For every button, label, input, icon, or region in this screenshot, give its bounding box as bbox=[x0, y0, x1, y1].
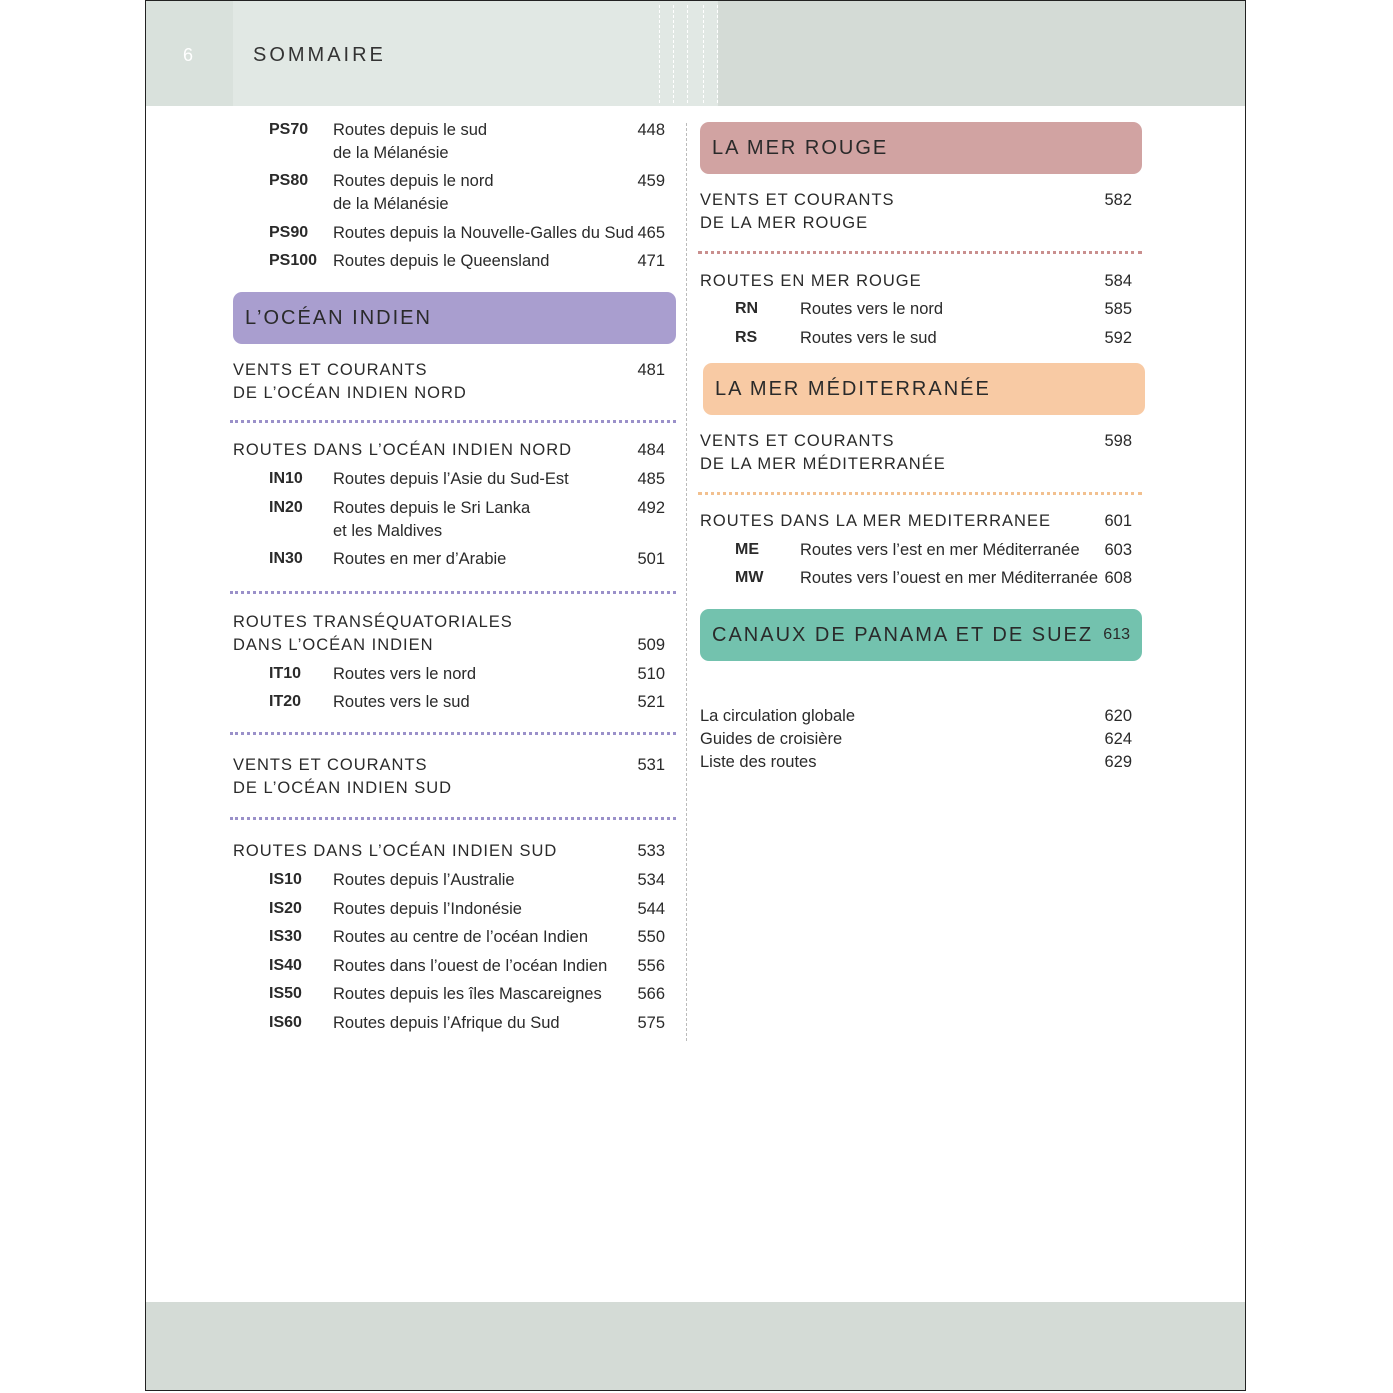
page-ref: 521 bbox=[637, 693, 665, 711]
dotted-divider bbox=[698, 251, 1142, 254]
route-code: IS50 bbox=[269, 985, 302, 1002]
route-title[interactable]: Routes depuis le sud bbox=[333, 121, 488, 139]
section-heading-cont: DE L’OCÉAN INDIEN NORD bbox=[233, 384, 467, 402]
dotted-divider bbox=[698, 492, 1142, 495]
page-ref: 481 bbox=[637, 361, 665, 379]
section-heading-cont: DE LA MER ROUGE bbox=[700, 214, 869, 232]
route-title[interactable]: Routes dans l’ouest de l’océan Indien bbox=[333, 957, 608, 975]
page-ref: 603 bbox=[1104, 541, 1132, 559]
page-ref: 510 bbox=[637, 665, 665, 683]
route-code: IS40 bbox=[269, 957, 302, 974]
route-code: ME bbox=[735, 541, 759, 558]
page-ref: 448 bbox=[637, 121, 665, 139]
route-title[interactable]: Routes depuis l’Afrique du Sud bbox=[333, 1014, 560, 1032]
dotted-divider bbox=[230, 591, 676, 594]
section-heading[interactable]: ROUTES DANS LA MER MEDITERRANEE bbox=[700, 512, 1051, 530]
route-code: IT20 bbox=[269, 693, 302, 710]
route-title[interactable]: Routes en mer d’Arabie bbox=[333, 550, 507, 568]
section-heading[interactable]: ROUTES DANS L’OCÉAN INDIEN SUD bbox=[233, 842, 558, 860]
route-code: IS10 bbox=[269, 871, 302, 888]
page-ref: 601 bbox=[1104, 512, 1132, 530]
section-heading[interactable]: ROUTES DANS L’OCÉAN INDIEN NORD bbox=[233, 441, 573, 459]
route-title[interactable]: Routes depuis le nord bbox=[333, 172, 494, 190]
section-heading-cont: DANS L’OCÉAN INDIEN bbox=[233, 636, 434, 654]
route-code: PS80 bbox=[269, 172, 309, 189]
route-title[interactable]: Routes depuis les îles Mascareignes bbox=[333, 985, 602, 1003]
appendix-item[interactable]: Liste des routes bbox=[700, 753, 817, 771]
route-code: IT10 bbox=[269, 665, 302, 682]
page-number: 6 bbox=[183, 45, 194, 65]
route-title[interactable]: Routes depuis le Sri Lanka bbox=[333, 499, 531, 517]
dotted-divider bbox=[230, 817, 676, 820]
route-title[interactable]: Routes vers le nord bbox=[333, 665, 477, 683]
dotted-divider bbox=[230, 732, 676, 735]
page-ref: 556 bbox=[637, 957, 665, 975]
appendix-item[interactable]: Guides de croisière bbox=[700, 730, 843, 748]
section-heading-cont: DE LA MER MÉDITERRANÉE bbox=[700, 455, 946, 473]
route-code: PS90 bbox=[269, 224, 309, 241]
section-heading[interactable]: VENTS ET COURANTS bbox=[700, 191, 895, 209]
page-ref: 533 bbox=[637, 842, 665, 860]
route-code: RS bbox=[735, 329, 758, 346]
page-ref: 485 bbox=[637, 470, 665, 488]
route-code: PS70 bbox=[269, 121, 309, 138]
route-title[interactable]: Routes depuis la Nouvelle-Galles du Sud bbox=[333, 224, 634, 242]
column-divider bbox=[686, 123, 687, 1041]
route-title-cont: et les Maldives bbox=[333, 522, 443, 540]
page-ref: 550 bbox=[637, 928, 665, 946]
page-ref: 544 bbox=[637, 900, 665, 918]
route-code: RN bbox=[735, 300, 759, 317]
route-code: MW bbox=[735, 569, 764, 586]
page-ref: 534 bbox=[637, 871, 665, 889]
page-ref: 624 bbox=[1104, 730, 1132, 748]
section-band-indian-ocean[interactable]: L’OCÉAN INDIEN bbox=[233, 292, 676, 344]
page-ref: 501 bbox=[637, 550, 665, 568]
page-footer bbox=[146, 1302, 1245, 1390]
route-title-cont: de la Mélanésie bbox=[333, 195, 449, 213]
route-title[interactable]: Routes vers le nord bbox=[800, 300, 944, 318]
section-heading[interactable]: VENTS ET COURANTS bbox=[233, 756, 428, 774]
route-code: IS30 bbox=[269, 928, 302, 945]
section-heading-cont: DE L’OCÉAN INDIEN SUD bbox=[233, 779, 453, 797]
route-title[interactable]: Routes au centre de l’océan Indien bbox=[333, 928, 589, 946]
section-band-mediterranean[interactable]: LA MER MÉDITERRANÉE bbox=[703, 363, 1145, 415]
route-title-cont: de la Mélanésie bbox=[333, 144, 449, 162]
route-code: IN10 bbox=[269, 470, 303, 487]
route-title[interactable]: Routes vers le sud bbox=[333, 693, 470, 711]
page-ref: 592 bbox=[1104, 329, 1132, 347]
route-title[interactable]: Routes vers l’est en mer Méditerranée bbox=[800, 541, 1080, 559]
page-ref: 598 bbox=[1104, 432, 1132, 450]
page-ref: 531 bbox=[637, 756, 665, 774]
section-band-red-sea[interactable]: LA MER ROUGE bbox=[700, 122, 1142, 174]
page-ref: 465 bbox=[637, 224, 665, 242]
page-ref: 620 bbox=[1104, 707, 1132, 725]
section-heading[interactable]: ROUTES TRANSÉQUATORIALES bbox=[233, 613, 513, 631]
page-ref: 608 bbox=[1104, 569, 1132, 587]
route-title[interactable]: Routes vers l’ouest en mer Méditerranée bbox=[800, 569, 1099, 587]
page-ref: 459 bbox=[637, 172, 665, 190]
route-title[interactable]: Routes depuis l’Australie bbox=[333, 871, 515, 889]
page-ref: 613 bbox=[1103, 626, 1130, 643]
dotted-divider bbox=[230, 420, 676, 423]
page-ref: 584 bbox=[1104, 272, 1132, 290]
page-ref: 566 bbox=[637, 985, 665, 1003]
route-code: PS100 bbox=[269, 252, 318, 269]
page bbox=[145, 0, 1246, 1391]
page-ref: 582 bbox=[1104, 191, 1132, 209]
route-title[interactable]: Routes depuis l’Asie du Sud-Est bbox=[333, 470, 569, 488]
page-ref: 509 bbox=[637, 636, 665, 654]
route-title[interactable]: Routes depuis le Queensland bbox=[333, 252, 550, 270]
route-code: IN20 bbox=[269, 499, 303, 516]
route-title[interactable]: Routes depuis l’Indonésie bbox=[333, 900, 522, 918]
page-title: SOMMAIRE bbox=[253, 44, 386, 66]
appendix-item[interactable]: La circulation globale bbox=[700, 707, 856, 725]
page-header bbox=[146, 1, 1245, 106]
page-ref: 575 bbox=[637, 1014, 665, 1032]
canals-title: CANAUX DE PANAMA ET DE SUEZ bbox=[712, 624, 1094, 646]
section-heading[interactable]: VENTS ET COURANTS bbox=[700, 432, 895, 450]
section-heading[interactable]: ROUTES EN MER ROUGE bbox=[700, 272, 922, 290]
page-ref: 484 bbox=[637, 441, 665, 459]
section-band-canals[interactable] bbox=[700, 609, 1142, 661]
page-ref: 585 bbox=[1104, 300, 1132, 318]
route-title[interactable]: Routes vers le sud bbox=[800, 329, 937, 347]
page-ref: 471 bbox=[637, 252, 665, 270]
page-ref: 629 bbox=[1104, 753, 1132, 771]
section-heading[interactable]: VENTS ET COURANTS bbox=[233, 361, 428, 379]
page-ref: 492 bbox=[637, 499, 665, 517]
route-code: IS60 bbox=[269, 1014, 302, 1031]
route-code: IN30 bbox=[269, 550, 303, 567]
route-code: IS20 bbox=[269, 900, 302, 917]
